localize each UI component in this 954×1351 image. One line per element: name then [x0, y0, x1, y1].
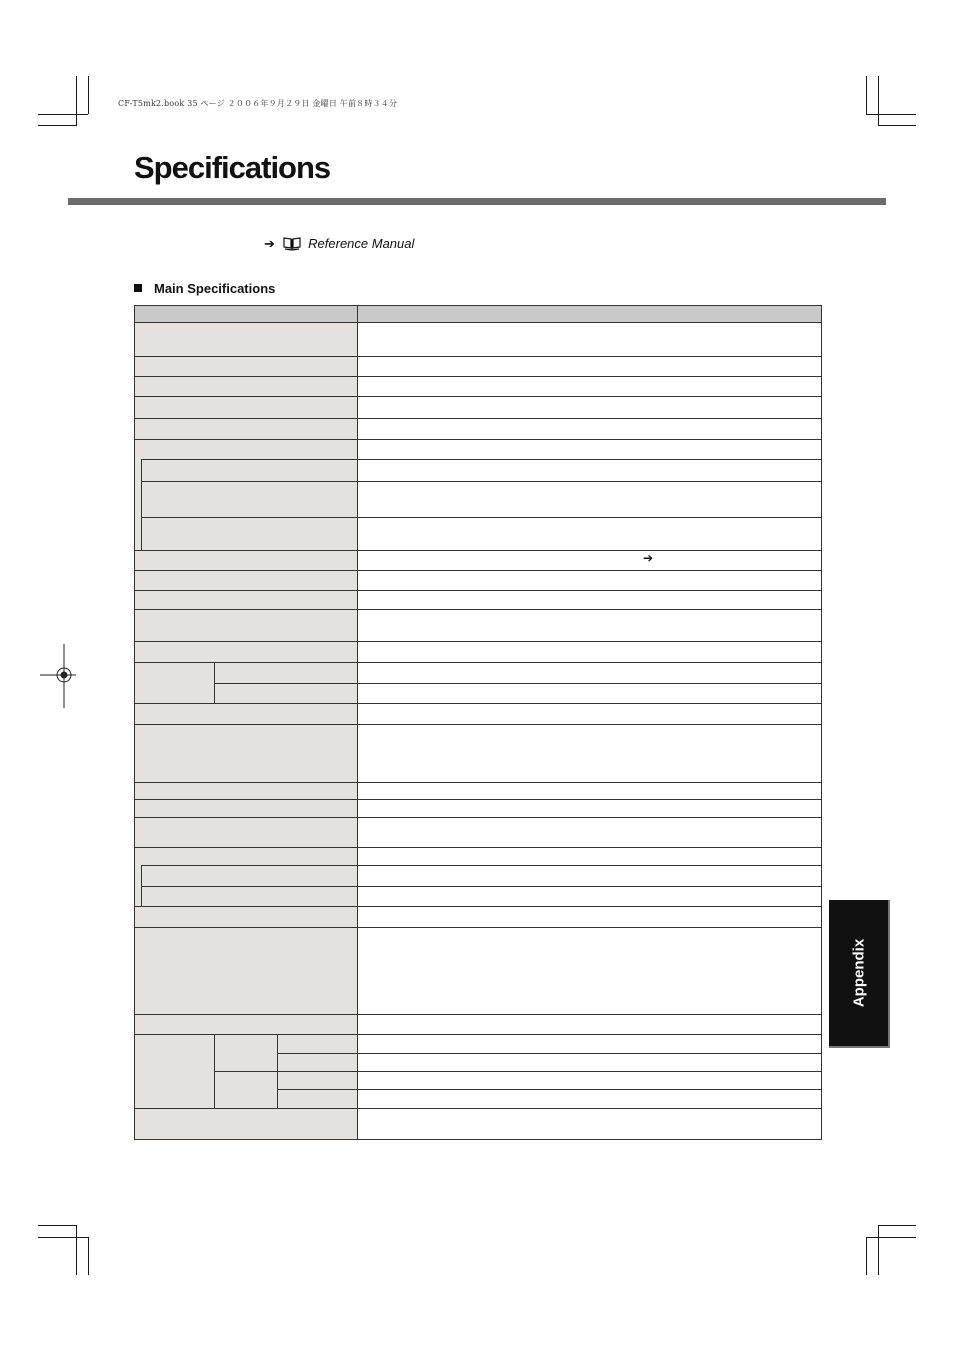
row-line: [135, 847, 821, 848]
row-line: [135, 906, 821, 907]
row-line: [141, 517, 821, 518]
print-info-line: CF-T5mk2.book 35 ページ ２００６年９月２９日 金曜日 午前８時３４分: [118, 99, 398, 108]
row-line: [135, 703, 821, 704]
crop-mark-tl-h2: [38, 125, 77, 126]
group-indent-1: [141, 459, 142, 550]
row-line: [135, 609, 821, 610]
specifications-table: [134, 305, 822, 1140]
crop-mark-tr-h1: [866, 114, 916, 115]
row-line: [277, 1053, 821, 1054]
appendix-tab-label: Appendix: [850, 938, 867, 1008]
row-line: [135, 817, 821, 818]
row-line: [214, 1071, 821, 1072]
row-line: [214, 683, 821, 684]
row-line: [135, 724, 821, 725]
bullet-square-icon: [134, 284, 142, 292]
row-line: [141, 886, 821, 887]
crop-mark-tr-h2: [878, 125, 916, 126]
row-line: [135, 356, 821, 357]
crop-mark-tr-v1: [866, 76, 867, 114]
label-column: [135, 322, 358, 1139]
arrow-icon: ➔: [264, 236, 275, 251]
row-line: [141, 481, 821, 482]
row-line: [135, 1014, 821, 1015]
row-line: [135, 396, 821, 397]
row-line: [135, 799, 821, 800]
arrow-icon: ➔: [643, 551, 654, 565]
crop-mark-tl-v2: [88, 76, 89, 114]
reference-link[interactable]: [264, 236, 414, 252]
section-heading-text: Main Specifications: [154, 281, 276, 296]
row-line: [141, 865, 821, 866]
crop-mark-bl-v1: [76, 1225, 77, 1275]
crop-mark-bl-v2: [88, 1237, 89, 1275]
crop-mark-bl-h2: [38, 1237, 88, 1238]
row-line: [135, 376, 821, 377]
row-line: [135, 418, 821, 419]
crop-mark-br-v2: [878, 1225, 879, 1275]
crop-mark-tl-v1: [76, 76, 77, 126]
row-line: [135, 1108, 821, 1109]
crop-mark-br-h1: [866, 1237, 916, 1238]
book-icon: [283, 236, 301, 251]
crop-mark-tr-v2: [878, 76, 879, 126]
row-line: [135, 322, 821, 323]
row-line: [135, 439, 821, 440]
section-heading: [134, 281, 275, 296]
appendix-tab[interactable]: [829, 900, 890, 1048]
crop-mark-tl-h1: [38, 114, 88, 115]
title-rule: [68, 198, 886, 205]
row-line: [135, 550, 821, 551]
row-line: [135, 662, 821, 663]
row-line: [135, 927, 821, 928]
row-line: [135, 641, 821, 642]
page-title: Specifications: [134, 150, 331, 185]
registration-mark-icon: [40, 644, 90, 708]
row-line: [135, 590, 821, 591]
table-header-row: [135, 306, 821, 322]
row-line: [277, 1089, 821, 1090]
row-line: [135, 1034, 821, 1035]
crop-mark-br-h2: [878, 1225, 916, 1226]
row-line: [141, 459, 821, 460]
crop-mark-bl-h1: [38, 1225, 77, 1226]
reference-label: Reference Manual: [308, 236, 415, 251]
crop-mark-br-v1: [866, 1237, 867, 1275]
row-line: [135, 782, 821, 783]
row-line: [135, 570, 821, 571]
